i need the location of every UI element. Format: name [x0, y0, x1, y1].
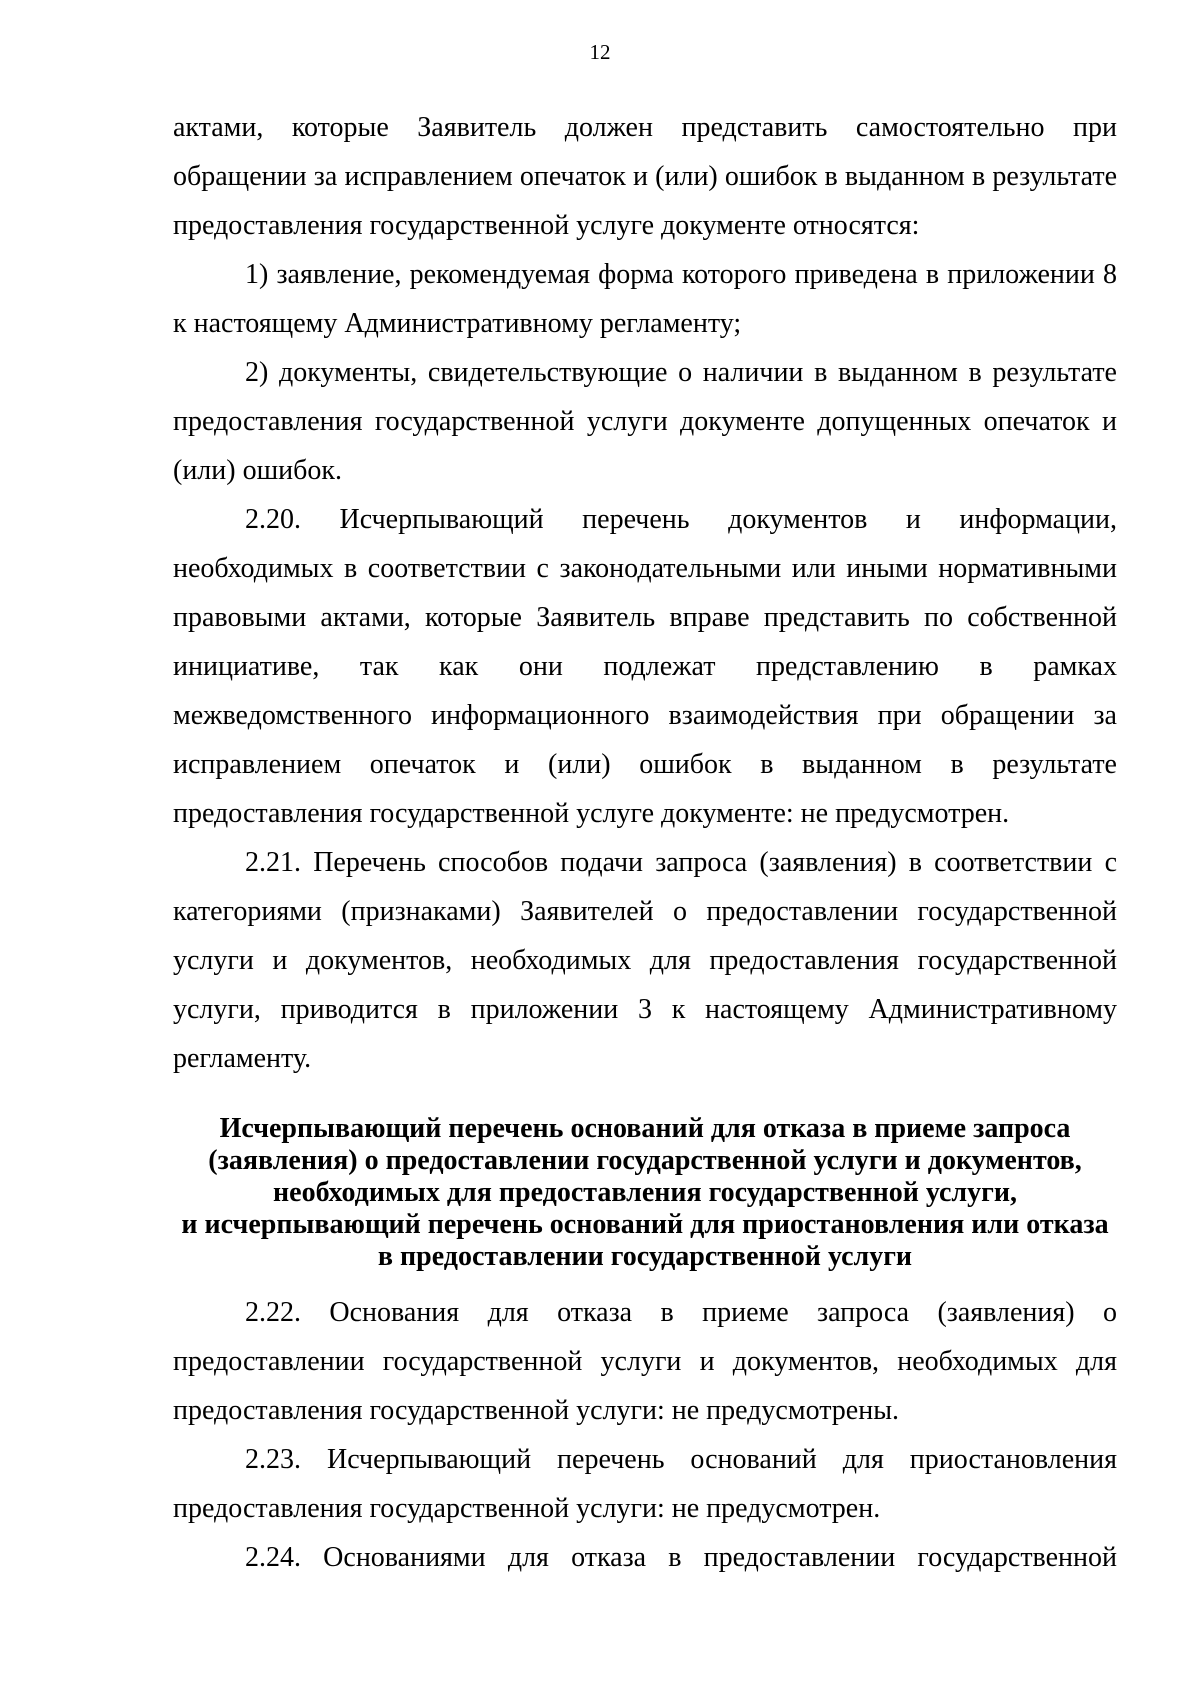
paragraph-2-23: 2.23. Исчерпывающий перечень оснований для приостановления предоставления государственной услуги: не предусмотрен.: [173, 1444, 1117, 1524]
section-heading: [173, 1113, 1117, 1273]
paragraph-continuation: актами, которые Заявитель должен представить самостоятельно при обращении за исправлением опечаток и (или) ошибок в выданном в результате предоставления государственной услуге документе относятся:: [173, 112, 1117, 241]
paragraph-2-21: 2.21. Перечень способов подачи запроса (заявления) в соответствии с категориями (признаками) Заявителей о предоставлении государственной услуги и документов, необходимых для предоставления государственной услуги, приводится в приложении 3 к настоящему Административному регламенту.: [173, 847, 1117, 1074]
section-heading-line: необходимых для предоставления государственной услуги,: [273, 1177, 1017, 1208]
paragraph-2-20: 2.20. Исчерпывающий перечень документов и информации, необходимых в соответствии с законодательными или иными нормативными правовыми актами, которые Заявитель вправе представить по собственной инициативе, так как они подлежат представлению в рамках межведомственного информационного взаимодействия при обращении за исправлением опечаток и (или) ошибок в выданном в результате предоставления государственной услуге документе: не предусмотрен.: [173, 504, 1117, 829]
section-heading-line: (заявления) о предоставлении государственной услуги и документов,: [208, 1145, 1082, 1176]
section-heading-line: и исчерпывающий перечень оснований для приостановления или отказа: [181, 1209, 1109, 1240]
paragraph-2-24: 2.24. Основаниями для отказа в предоставлении государственной: [245, 1542, 1117, 1573]
list-item-application: 1) заявление, рекомендуемая форма которого приведена в приложении 8 к настоящему Административному регламенту;: [173, 259, 1117, 339]
document-body: [173, 103, 1117, 1582]
section-heading-line: в предоставлении государственной услуги: [377, 1241, 913, 1272]
section-heading-line: Исчерпывающий перечень оснований для отказа в приеме запроса: [219, 1113, 1071, 1144]
paragraph-2-22: 2.22. Основания для отказа в приеме запроса (заявления) о предоставлении государственной услуги и документов, необходимых для предоставления государственной услуги: не предусмотрены.: [173, 1297, 1117, 1426]
page-number: 12: [589, 40, 611, 64]
list-item-documents: 2) документы, свидетельствующие о наличии в выданном в результате предоставления государственной услуги документе допущенных опечаток и (или) ошибок.: [173, 357, 1117, 486]
